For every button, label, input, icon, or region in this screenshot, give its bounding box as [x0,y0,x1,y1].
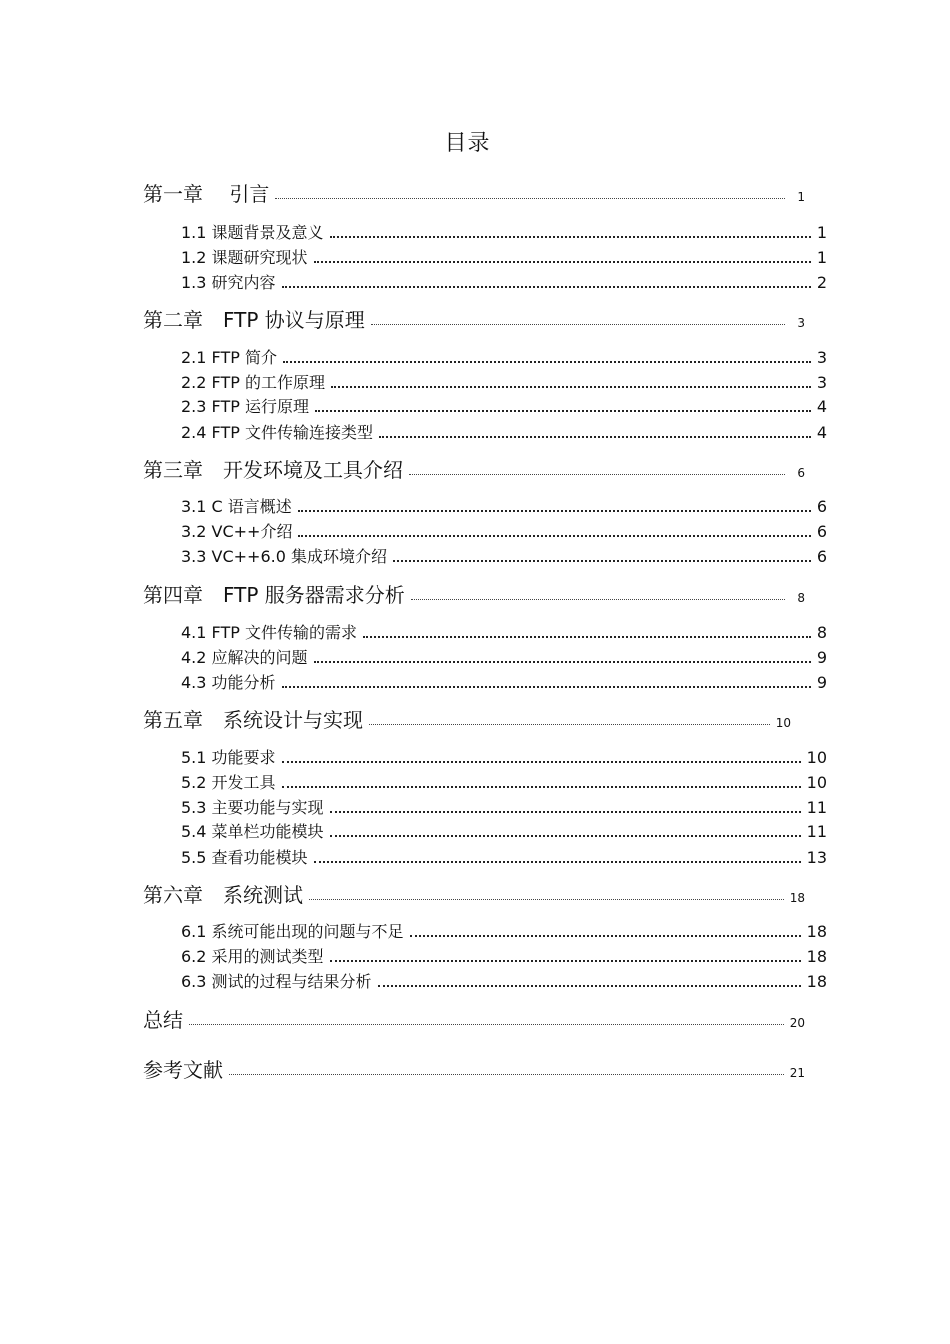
toc-section[interactable] [181,370,827,393]
page-number: 18 [806,972,827,991]
page-number: 21 [789,1066,805,1080]
section-label: 4.3 功能分析 [181,673,276,692]
section-label: 5.2 开发工具 [181,773,276,792]
page-number: 18 [789,891,805,905]
dot-leader [314,660,811,663]
dot-leader [331,385,811,388]
toc-chapter-4[interactable] [143,579,805,608]
page-number: 1 [797,190,805,204]
page-number: 20 [789,1016,805,1030]
page-number: 9 [816,673,827,692]
section-label: 4.1 FTP 文件传输的需求 [181,623,357,642]
dot-leader [410,934,801,937]
dot-leader [282,760,801,763]
dot-leader [371,323,785,325]
toc-section[interactable] [181,220,827,243]
toc-chapter-5[interactable] [143,704,791,733]
page-number: 1 [816,248,827,267]
section-label: 2.1 FTP 简介 [181,348,277,367]
page-number: 9 [816,648,827,667]
dot-leader [298,509,811,512]
section-label: 3.3 VC++6.0 集成环境介绍 [181,547,387,566]
page-number: 10 [806,748,827,767]
chapter-label: 第一章 引言 [143,182,270,206]
dot-leader [330,810,801,813]
section-label: 5.5 查看功能模块 [181,848,308,867]
toc-section[interactable] [181,745,827,768]
toc-section[interactable] [181,795,827,818]
page-number: 13 [806,848,827,867]
section-label: 6.3 测试的过程与结果分析 [181,972,372,991]
toc-references[interactable] [143,1054,805,1083]
toc-section[interactable] [181,544,827,567]
toc-section[interactable] [181,969,827,992]
section-label: 6.2 采用的测试类型 [181,947,324,966]
chapter-label: 第五章 系统设计与实现 [143,708,363,732]
toc-section[interactable] [181,620,827,643]
section-label: 6.1 系统可能出现的问题与不足 [181,922,404,941]
page-number: 1 [816,223,827,242]
chapter-label: 总结 [143,1008,183,1032]
toc-section[interactable] [181,420,827,443]
dot-leader [275,197,785,199]
section-label: 2.3 FTP 运行原理 [181,397,309,416]
page-number: 6 [816,497,827,516]
dot-leader [363,635,811,638]
dot-leader [315,409,811,412]
page-number: 3 [816,348,827,367]
page-number: 6 [797,466,805,480]
toc-section[interactable] [181,919,827,942]
toc-section[interactable] [181,245,827,268]
dot-leader [283,360,811,363]
toc-section[interactable] [181,670,827,693]
dot-leader [229,1073,784,1075]
page-number: 18 [806,947,827,966]
dot-leader [189,1023,784,1025]
page-number: 4 [816,397,827,416]
dot-leader [309,898,784,900]
dot-leader [282,285,811,288]
page-number: 8 [816,623,827,642]
section-label: 1.2 课题研究现状 [181,248,308,267]
section-label: 5.4 菜单栏功能模块 [181,822,324,841]
section-label: 3.1 C 语言概述 [181,497,292,516]
dot-leader [314,260,811,263]
dot-leader [314,860,801,863]
dot-leader [330,235,811,238]
section-label: 3.2 VC++介绍 [181,522,293,541]
toc-chapter-1[interactable] [143,178,805,207]
page-number: 18 [806,922,827,941]
page-number: 10 [775,716,791,730]
toc-chapter-3[interactable] [143,454,805,483]
section-label: 2.2 FTP 的工作原理 [181,373,325,392]
page-number: 11 [806,798,827,817]
chapter-label: 第三章 开发环境及工具介绍 [143,458,403,482]
page-number: 11 [806,822,827,841]
toc-section[interactable] [181,845,827,868]
toc-section[interactable] [181,770,827,793]
dot-leader [378,984,801,987]
section-label: 4.2 应解决的问题 [181,648,308,667]
dot-leader [409,473,785,475]
section-label: 5.3 主要功能与实现 [181,798,324,817]
toc-section[interactable] [181,394,827,417]
chapter-label: 第六章 系统测试 [143,883,303,907]
toc-section[interactable] [181,645,827,668]
dot-leader [282,685,811,688]
chapter-label: 参考文献 [143,1058,223,1082]
dot-leader [298,534,810,537]
toc-section[interactable] [181,819,827,842]
toc-section[interactable] [181,944,827,967]
dot-leader [282,785,801,788]
page-number: 3 [816,373,827,392]
section-label: 5.1 功能要求 [181,748,276,767]
toc-section[interactable] [181,519,827,542]
dot-leader [379,435,811,438]
chapter-label: 第四章 FTP 服务器需求分析 [143,583,405,607]
section-label: 1.3 研究内容 [181,273,276,292]
page-number: 3 [797,316,805,330]
toc-chapter-6[interactable] [143,879,805,908]
toc-summary[interactable] [143,1004,805,1033]
toc-section[interactable] [181,494,827,517]
dot-leader [330,959,801,962]
section-label: 1.1 课题背景及意义 [181,223,324,242]
page-number: 8 [797,591,805,605]
page-number: 6 [816,522,827,541]
page-number: 4 [816,423,827,442]
dot-leader [393,559,811,562]
dot-leader [369,723,770,725]
toc-section[interactable] [181,345,827,368]
dot-leader [411,598,785,600]
toc-chapter-2[interactable] [143,304,805,333]
chapter-label: 第二章 FTP 协议与原理 [143,308,365,332]
page-number: 2 [816,273,827,292]
toc-title: 目录 [444,131,491,156]
page-number: 6 [816,547,827,566]
section-label: 2.4 FTP 文件传输连接类型 [181,423,373,442]
dot-leader [330,834,801,837]
page-number: 10 [806,773,827,792]
toc-section[interactable] [181,270,827,293]
